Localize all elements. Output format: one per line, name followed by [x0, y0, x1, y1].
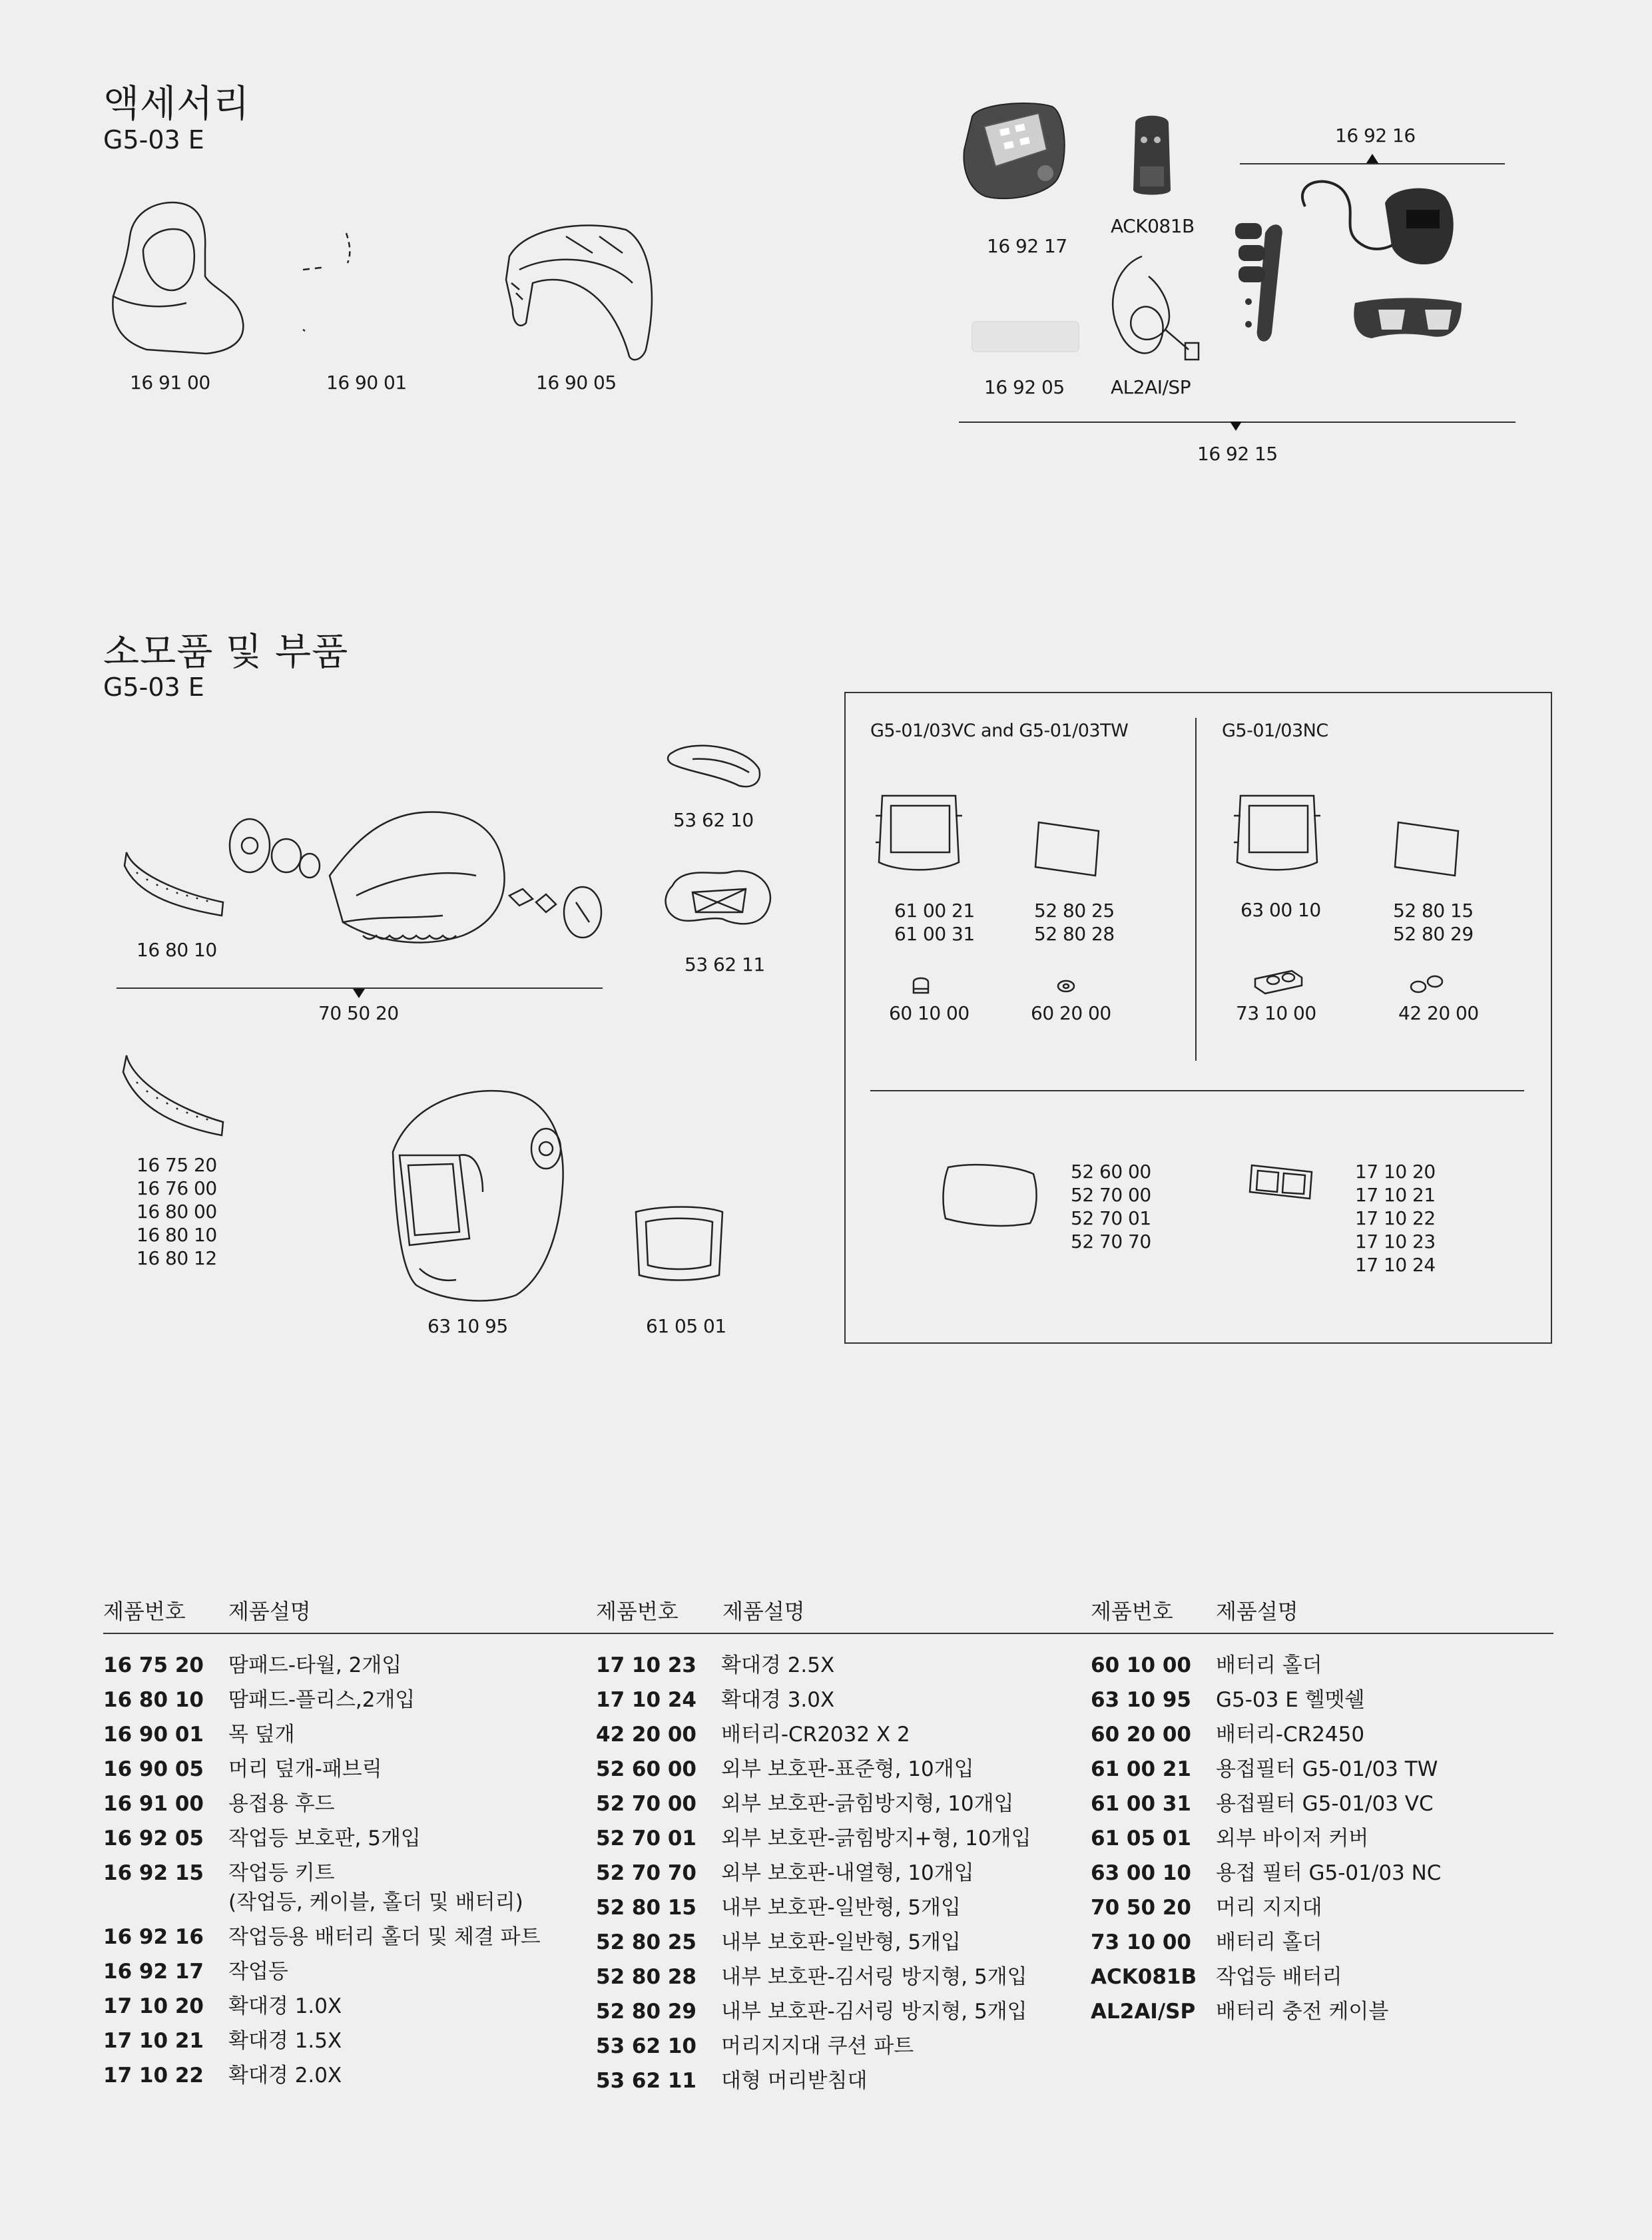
- part-number: 52 80 29: [596, 2000, 697, 2024]
- sweatband-code-list: [137, 1153, 217, 1270]
- table-header-desc-3: 제품설명: [1216, 1599, 1298, 1624]
- charging-cable-image: [1102, 250, 1209, 366]
- table-row: [103, 1856, 335, 1886]
- part-description: 목 덮개: [228, 1723, 295, 1747]
- part-number: 52 60 00: [596, 1757, 697, 1781]
- part-number: 61 00 31: [1091, 1792, 1192, 1816]
- table-row: [103, 1717, 295, 1747]
- table-row: [1091, 1994, 1388, 2024]
- table-row: [596, 1960, 1027, 1990]
- part-description: 배터리-CR2450: [1216, 1723, 1365, 1747]
- part-description: 외부 보호판-긁힘방지형, 10개입: [721, 1792, 1014, 1816]
- code-welding-hood: 16 91 00: [130, 372, 210, 394]
- consumables-subtitle: G5-03 E: [103, 673, 204, 702]
- part-description: 배터리 홀더: [1216, 1653, 1322, 1677]
- code-nc-battery-holder: 73 10 00: [1236, 1002, 1316, 1024]
- table-row: [1091, 1648, 1322, 1678]
- part-description: 외부 바이저 커버: [1216, 1826, 1369, 1850]
- part-number: 52 80 25: [596, 1930, 697, 1954]
- battery-holder-image: [911, 976, 931, 995]
- code-nc-filter: 63 00 10: [1240, 899, 1321, 921]
- filter-box-right-title: G5-01/03NC: [1222, 720, 1328, 741]
- part-number: AL2AI/SP: [1091, 2000, 1196, 2024]
- part-description: 배터리 충전 케이블: [1216, 2000, 1389, 2024]
- lamp-battery-image: [1125, 110, 1179, 200]
- outer-plate-codes: [1071, 1160, 1151, 1253]
- code-sweatband-3: 16 80 00: [137, 1201, 217, 1223]
- table-row: [103, 1787, 335, 1817]
- code-cushion: 53 62 10: [673, 809, 754, 831]
- table-row: [103, 1648, 402, 1678]
- code-work-lamp: 16 92 17: [987, 235, 1067, 257]
- part-description: 작업등 배터리: [1216, 1965, 1342, 1989]
- nc-battery-holder-image: [1252, 966, 1305, 995]
- part-description: 머리 지지대: [1216, 1896, 1322, 1920]
- code-inner-plate-1: 52 80 25: [1034, 900, 1115, 922]
- code-lamp-full-kit: 16 92 15: [1197, 443, 1278, 465]
- table-row: [103, 2024, 342, 2054]
- filter-box-separator: [870, 1090, 1524, 1091]
- part-number: 16 90 01: [103, 1723, 204, 1747]
- table-row: [1091, 1925, 1322, 1955]
- filter-box-divider: [1195, 718, 1197, 1061]
- table-row: [103, 1683, 415, 1713]
- code-lamp-holder-kit: 16 92 16: [1335, 125, 1416, 146]
- part-number: ACK081B: [1091, 1965, 1197, 1989]
- nc-battery-image: [1408, 972, 1448, 995]
- code-headgear: 70 50 20: [318, 1002, 399, 1024]
- table-row: [596, 1994, 1027, 2024]
- magnifier-image: [1248, 1162, 1315, 1202]
- code-nc-battery: 42 20 00: [1398, 1002, 1479, 1024]
- kit-bracket-line: [1240, 163, 1505, 164]
- part-number: 61 05 01: [1091, 1826, 1192, 1850]
- table-row: [103, 1989, 342, 2019]
- table-row: [103, 2058, 342, 2088]
- part-number: 16 92 17: [103, 1960, 204, 1984]
- part-number: 17 10 22: [103, 2064, 204, 2088]
- visor-cover-image: [629, 1205, 729, 1285]
- nc-inner-plate-image: [1395, 819, 1462, 879]
- table-row: [103, 1920, 541, 1950]
- part-number: 63 00 10: [1091, 1861, 1192, 1885]
- filter-vc-tw-image: [872, 789, 965, 876]
- part-number: 52 70 70: [596, 1861, 697, 1885]
- table-row: [596, 2064, 867, 2094]
- code-large-headrest: 53 62 11: [685, 954, 765, 976]
- table-row: [596, 1925, 961, 1955]
- code-neck-cover: 16 90 01: [326, 372, 407, 394]
- headgear-image: [223, 802, 609, 972]
- table-header-num-2: 제품번호: [596, 1599, 679, 1624]
- nc-inner-plate-codes: [1393, 899, 1474, 946]
- table-row: [1091, 1683, 1365, 1713]
- part-description: 용접필터 G5-01/03 TW: [1216, 1757, 1438, 1781]
- table-header-desc-2: 제품설명: [722, 1599, 805, 1624]
- table-row: [596, 1890, 961, 1920]
- part-description: 외부 보호판-긁힘방지+형, 10개입: [721, 1826, 1031, 1850]
- code-battery-holder: 60 10 00: [889, 1002, 969, 1024]
- code-sweatband-4: 16 80 10: [137, 1224, 217, 1246]
- code-magnifier-2: 17 10 21: [1355, 1184, 1436, 1206]
- code-outer-plate-2: 52 70 00: [1071, 1184, 1151, 1206]
- consumables-title: 소모품 및 부품: [103, 631, 349, 674]
- lamp-holder-kit-image: [1232, 173, 1505, 373]
- code-lamp-battery: ACK081B: [1111, 215, 1195, 237]
- part-number: 16 90 05: [103, 1757, 204, 1781]
- part-number: 52 80 15: [596, 1896, 697, 1920]
- filter-box-left-title: G5-01/03VC and G5-01/03TW: [870, 720, 1129, 741]
- part-number: 17 10 21: [103, 2029, 204, 2053]
- part-number: 16 92 15: [103, 1861, 204, 1885]
- part-description: 외부 보호판-내열형, 10개입: [721, 1861, 974, 1885]
- code-magnifier-3: 17 10 22: [1355, 1207, 1436, 1229]
- table-row: [1091, 1890, 1322, 1920]
- code-nc-inner-1: 52 80 15: [1393, 900, 1474, 922]
- part-number: 73 10 00: [1091, 1930, 1192, 1954]
- code-helmet-shell: 63 10 95: [427, 1315, 508, 1337]
- part-number: 17 10 24: [596, 1688, 697, 1712]
- code-filter-vc: 61 00 31: [894, 923, 975, 945]
- part-number: 53 62 10: [596, 2034, 697, 2058]
- part-description: G5-03 E 헬멧쉘: [1216, 1688, 1365, 1712]
- part-description: 대형 머리받침대: [721, 2069, 868, 2093]
- lamp-cover-image: [969, 316, 1082, 356]
- code-magnifier-1: 17 10 20: [1355, 1161, 1436, 1183]
- table-row: [1091, 1752, 1438, 1782]
- part-description: 확대경 1.5X: [228, 2029, 342, 2053]
- code-outer-plate-3: 52 70 01: [1071, 1207, 1151, 1229]
- part-number: 17 10 20: [103, 1994, 204, 2018]
- part-description: 땀패드-타월, 2개입: [228, 1653, 402, 1677]
- table-row: [596, 1787, 1014, 1817]
- code-outer-plate-4: 52 70 70: [1071, 1231, 1151, 1253]
- code-sweatband-1: 16 75 20: [137, 1154, 217, 1176]
- code-outer-plate-1: 52 60 00: [1071, 1161, 1151, 1183]
- part-description: 작업등 보호판, 5개입: [228, 1826, 421, 1850]
- sweatbands-image: [123, 1052, 230, 1139]
- part-description: 용접필터 G5-01/03 VC: [1216, 1792, 1434, 1816]
- work-lamp-image: [959, 97, 1069, 206]
- table-row: [596, 1683, 834, 1713]
- table-row: [1091, 1787, 1434, 1817]
- kit-bracket-arrow: [1366, 154, 1378, 163]
- head-cover-fabric-image: [499, 216, 659, 366]
- code-inner-plate-2: 52 80 28: [1034, 923, 1115, 945]
- accessories-title: 액세서리: [103, 83, 250, 126]
- part-description: 배터리-CR2032 X 2: [721, 1723, 910, 1747]
- part-number: 17 10 23: [596, 1653, 697, 1677]
- table-row: [103, 1821, 421, 1851]
- part-description: 내부 보호판-김서링 방지형, 5개입: [721, 1965, 1027, 1989]
- part-description: 확대경 2.0X: [228, 2064, 342, 2088]
- part-number: 63 10 95: [1091, 1688, 1192, 1712]
- battery-image: [1056, 979, 1076, 993]
- part-number: 16 92 16: [103, 1925, 204, 1949]
- part-description: 작업등 키트: [228, 1861, 335, 1885]
- table-row: [596, 2029, 914, 2059]
- part-number: 16 91 00: [103, 1792, 204, 1816]
- table-row: [103, 1752, 382, 1782]
- part-number: 16 80 10: [103, 1688, 204, 1712]
- part-description: 내부 보호판-일반형, 5개입: [721, 1930, 961, 1954]
- table-row: [596, 1717, 910, 1747]
- neck-cover-image: [300, 230, 366, 336]
- code-magnifier-4: 17 10 23: [1355, 1231, 1436, 1253]
- magnifier-codes: [1355, 1160, 1436, 1276]
- code-charging-cable: AL2AI/SP: [1111, 376, 1191, 398]
- table-row: [1091, 1960, 1342, 1990]
- code-battery: 60 20 00: [1031, 1002, 1111, 1024]
- part-description: 내부 보호판-일반형, 5개입: [721, 1896, 961, 1920]
- headgear-bracket-arrow: [353, 989, 365, 998]
- table-row: [596, 1648, 834, 1678]
- part-number: 52 70 01: [596, 1826, 697, 1850]
- part-description: 확대경 1.0X: [228, 1994, 342, 2018]
- part-number: 52 70 00: [596, 1792, 697, 1816]
- part-number: 16 92 05: [103, 1826, 204, 1850]
- part-number: 16 75 20: [103, 1653, 204, 1677]
- filter-nc-image: [1231, 789, 1324, 876]
- code-lamp-cover: 16 92 05: [984, 376, 1065, 398]
- table-header-num-3: 제품번호: [1091, 1599, 1173, 1624]
- table-header-rule: [103, 1633, 1553, 1634]
- part-description: 작업등: [228, 1960, 288, 1984]
- part-description: 용접용 후드: [228, 1792, 335, 1816]
- code-nc-inner-2: 52 80 29: [1393, 923, 1474, 945]
- part-description: 확대경 3.0X: [721, 1688, 835, 1712]
- part-number: 70 50 20: [1091, 1896, 1192, 1920]
- part-number: 42 20 00: [596, 1723, 697, 1747]
- sweatband-image: [123, 846, 230, 919]
- table-header-desc-1: 제품설명: [228, 1599, 311, 1624]
- code-sweatband-single: 16 80 10: [137, 939, 217, 961]
- welding-hood-image: [107, 196, 246, 363]
- part-description: 배터리 홀더: [1216, 1930, 1322, 1954]
- part-description-continued: (작업등, 케이블, 홀더 및 배터리): [228, 1890, 523, 1914]
- part-number: 61 00 21: [1091, 1757, 1192, 1781]
- part-description: 땀패드-플리스,2개입: [228, 1688, 415, 1712]
- part-number: 60 10 00: [1091, 1653, 1192, 1677]
- table-row: [596, 1856, 974, 1886]
- inner-plate-codes: [1034, 899, 1115, 946]
- code-visor-cover: 61 05 01: [646, 1315, 726, 1337]
- helmet-shell-image: [390, 1085, 569, 1305]
- filter-codes: [894, 899, 975, 946]
- full-kit-bracket-arrow: [1230, 421, 1242, 431]
- code-sweatband-2: 16 76 00: [137, 1177, 217, 1199]
- inner-plate-image: [1035, 819, 1102, 879]
- part-description: 머리 덮개-패브릭: [228, 1757, 382, 1781]
- part-description: 확대경 2.5X: [721, 1653, 835, 1677]
- part-description: 작업등용 배터리 홀더 및 체결 파트: [228, 1925, 541, 1949]
- part-description: 외부 보호판-표준형, 10개입: [721, 1757, 974, 1781]
- table-row: [1091, 1821, 1368, 1851]
- part-number: 52 80 28: [596, 1965, 697, 1989]
- large-headrest-image: [663, 866, 776, 932]
- part-description: 용접 필터 G5-01/03 NC: [1216, 1861, 1442, 1885]
- code-head-cover: 16 90 05: [536, 372, 617, 394]
- part-number: 53 62 11: [596, 2069, 697, 2093]
- table-row: [1091, 1856, 1441, 1886]
- code-filter-tw: 61 00 21: [894, 900, 975, 922]
- code-sweatband-5: 16 80 12: [137, 1247, 217, 1269]
- code-magnifier-5: 17 10 24: [1355, 1254, 1436, 1276]
- cushion-image: [666, 739, 766, 792]
- table-row: [596, 1752, 974, 1782]
- part-description: 머리지지대 쿠션 파트: [721, 2034, 914, 2058]
- table-row: [596, 1821, 1031, 1851]
- part-number: 60 20 00: [1091, 1723, 1192, 1747]
- table-row: [103, 1954, 288, 1984]
- part-description: 내부 보호판-김서링 방지형, 5개입: [721, 2000, 1027, 2024]
- accessories-subtitle: G5-03 E: [103, 125, 204, 154]
- table-header-num-1: 제품번호: [103, 1599, 186, 1624]
- outer-plate-image: [940, 1162, 1040, 1229]
- table-row: [1091, 1717, 1364, 1747]
